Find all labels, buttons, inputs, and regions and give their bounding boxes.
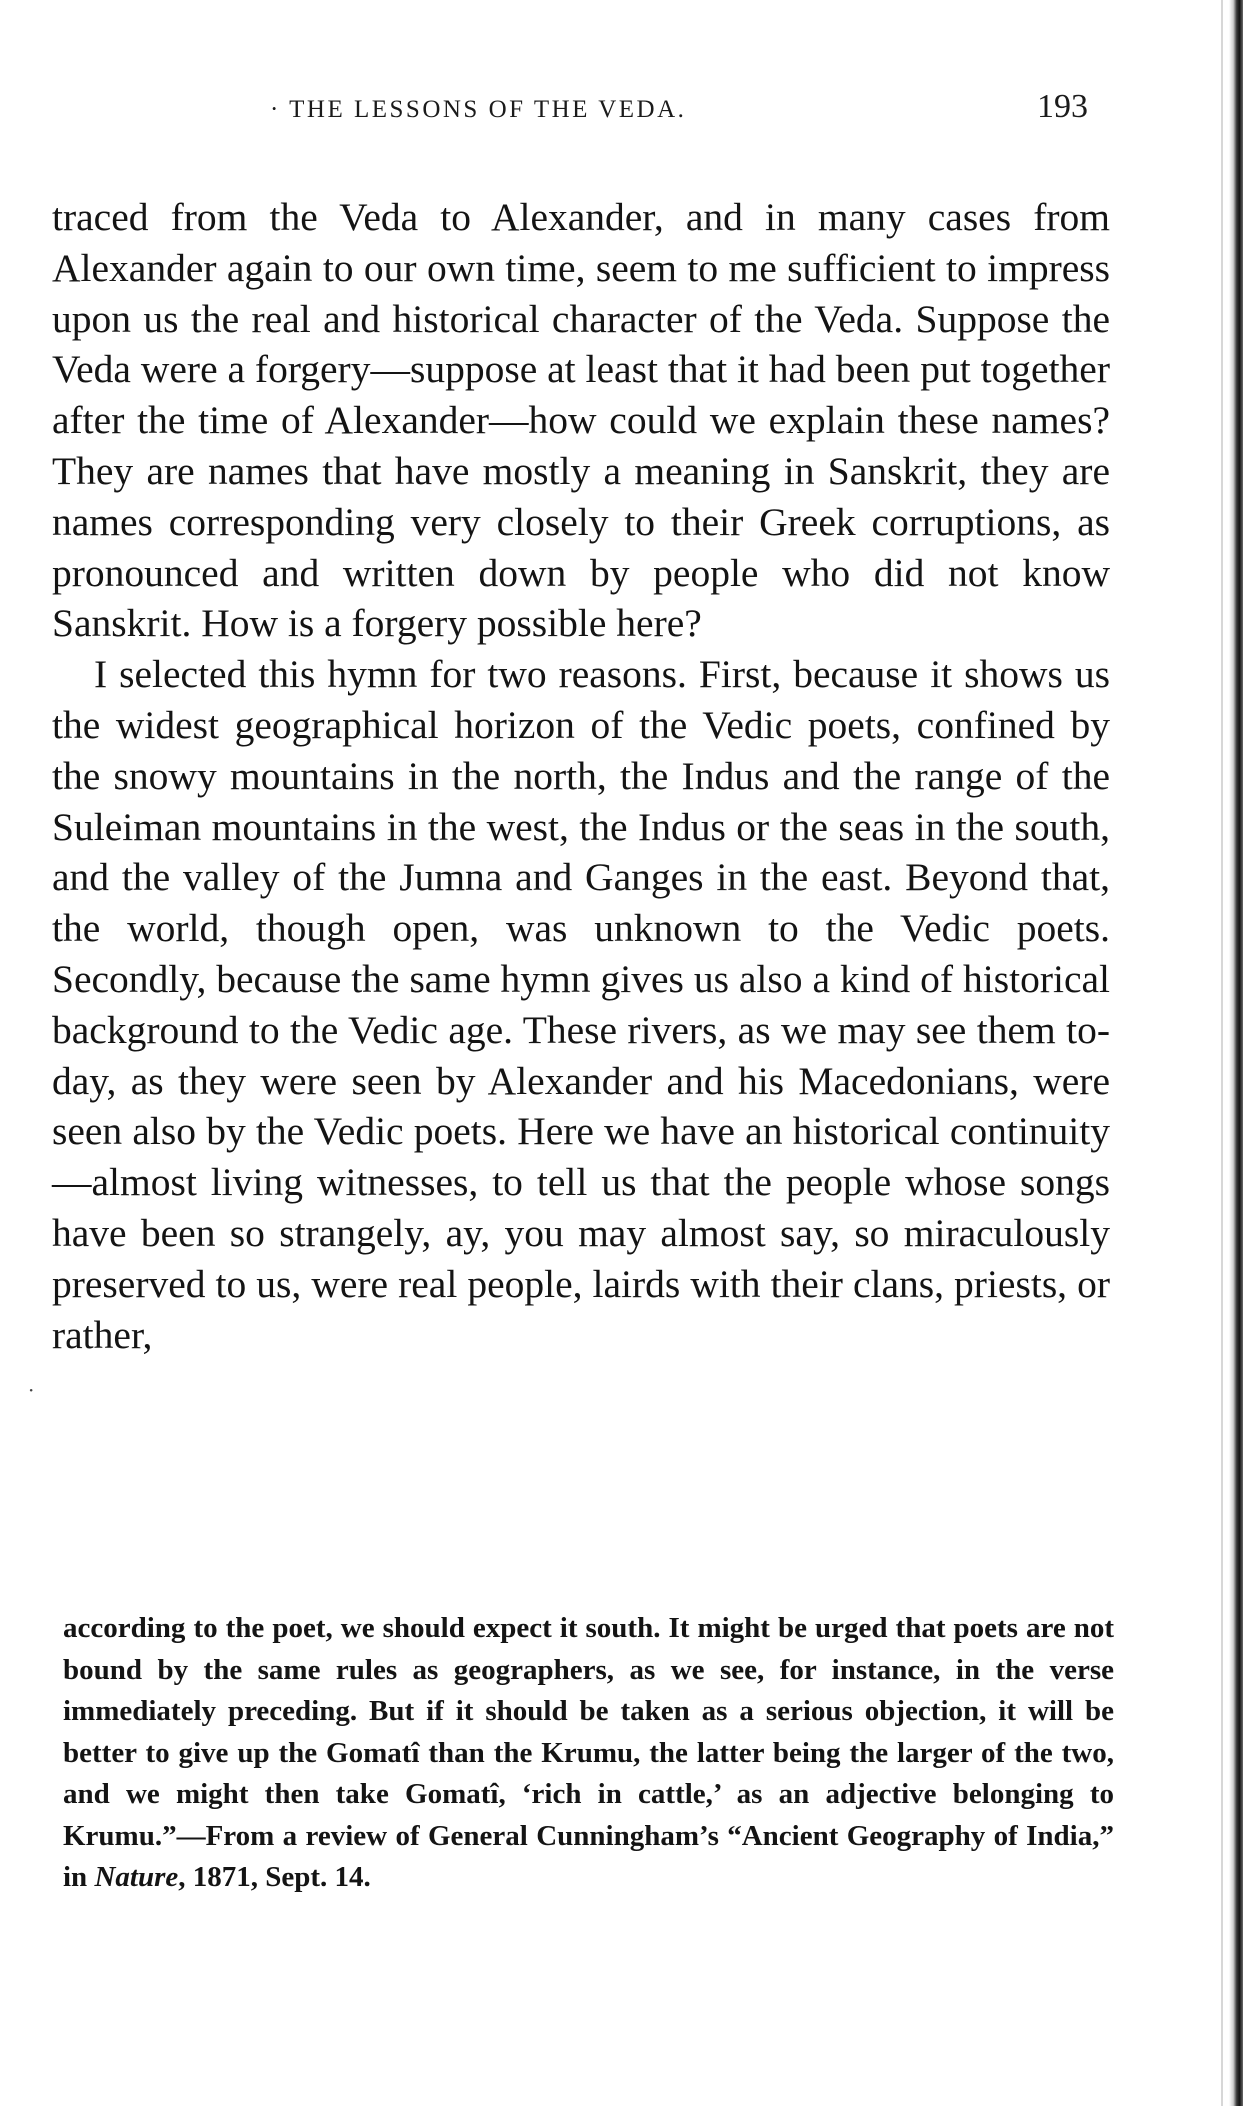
running-title: · THE LESSONS OF THE VEDA.: [270, 96, 687, 123]
paragraph: I selected this hymn for two reasons. First, because it shows us the widest geographical horizon of the Vedic poets, confined by the snowy mountains in the north, the Indus and the range of the Suleiman mountains in the west, the Indus or the seas in the south, and the valley of the Jumna and Ganges in the east. Beyond that, the world, though open, was unknown to the Vedic poets. Secondly, because the same hymn gives us also a kind of historical background to the Vedic age. These rivers, as we may see them to-day, as they were seen by Alexander and his Macedonians, were seen also by the Vedic poets. Here we have an historical continuity—almost living witnesses, to tell us that the people whose songs have been so strangely, ay, you may almost say, so miraculously preserved to us, were real people, lairds with their clans, priests, or rather,: [52, 652, 1110, 1357]
scan-edge: [1229, 0, 1243, 2106]
footnote-text: according to the poet, we should expect it south. It might be urged that poets are not bound by the same rules as geographers, as we see, for instance, in the verse immediately preceding. But if it should be taken as a serious objection, it will be better to give up the Gomatî than the Krumu, the latter being the larger of the two, and we might then take Gomatî, ‘rich in cattle,’ as an adjective belonging to Krumu.”—From a review of General Cunningham’s “Ancient Geography of India,” in: [63, 1612, 1114, 1893]
main-text: [52, 192, 1110, 1360]
footnote-citation-date: , 1871, Sept. 14.: [178, 1861, 371, 1893]
footnote: [63, 1608, 1114, 1899]
margin-mark: ·: [28, 1378, 35, 1402]
page-number: 193: [1037, 88, 1088, 125]
paragraph: traced from the Veda to Alexander, and in many cases from Alexander again to our own time, seem to me sufficient to impress upon us the real and historical character of the Veda. Suppose the Veda were a forgery—suppose at least that it had been put together after the time of Alexander—how could we explain these names? They are names that have mostly a meaning in Sanskrit, they are names corresponding very closely to their Greek corruptions, as pronounced and written down by people who did not know Sanskrit. How is a forgery possible here?: [52, 195, 1110, 646]
footnote-paragraph: [63, 1608, 1114, 1899]
footnote-journal-title: Nature: [94, 1861, 179, 1893]
scan-edge-line: [1221, 0, 1223, 2106]
